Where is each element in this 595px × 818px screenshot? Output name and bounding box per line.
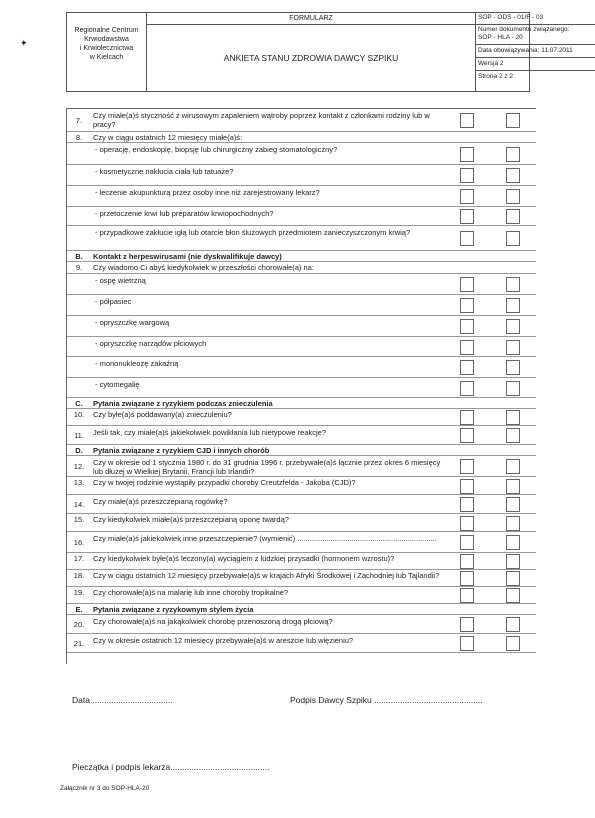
question-number: 12. xyxy=(73,461,85,471)
answer-yes-checkbox[interactable] xyxy=(460,319,474,334)
answer-yes-checkbox[interactable] xyxy=(460,277,474,292)
question-row xyxy=(67,445,536,456)
document-title: ANKIETA STANU ZDROWIA DAWCY SZPIKU xyxy=(223,53,399,63)
question-row xyxy=(67,587,536,604)
question-text: - półpasiec xyxy=(95,297,132,306)
answer-yes-checkbox[interactable] xyxy=(460,479,474,494)
question-row xyxy=(67,553,536,570)
version: Wersja 2 xyxy=(478,60,504,67)
answer-no-checkbox[interactable] xyxy=(506,410,520,425)
question-text: Czy w ciągu ostatnich 12 miesięcy przebywałe(a)ś w krajach Afryki Środkowej i Zachodniej lub Tajlandii? xyxy=(93,571,440,580)
questionnaire-table xyxy=(66,108,536,664)
question-text: Czy kiedykolwiek byłe(a)ś leczony(a) wyciągiem z ludzkiej przysadki (hormonem wzrostu)? xyxy=(93,554,395,563)
valid-from: Data obowiązywania: 11.07.2011 xyxy=(478,47,573,54)
question-row xyxy=(67,357,536,378)
answer-yes-checkbox[interactable] xyxy=(460,497,474,512)
question-text: Czy chorowałe(a)ś na malarię lub inne choroby tropikalne? xyxy=(93,588,289,597)
question-text: Jeśli tak, czy miałe(a)ś jakiekolwiek powikłania lub nietypowe reakcje? xyxy=(93,428,327,437)
question-row xyxy=(67,295,536,316)
answer-yes-checkbox[interactable] xyxy=(460,571,474,586)
question-row xyxy=(67,262,536,274)
question-text: Czy w twojej rodzinie wystąpiły przypadki choroby Creutzfelda - Jakoba (CJD)? xyxy=(93,478,356,487)
question-text: - mononukleozę zakaźną xyxy=(95,359,179,368)
answer-no-checkbox[interactable] xyxy=(506,588,520,603)
answer-yes-checkbox[interactable] xyxy=(460,231,474,246)
answer-yes-checkbox[interactable] xyxy=(460,298,474,313)
question-row xyxy=(67,604,536,615)
doc-code: SOP - ODS - 01/F - 03 xyxy=(478,14,544,21)
question-row xyxy=(67,532,536,553)
answer-no-checkbox[interactable] xyxy=(506,113,520,128)
answer-yes-checkbox[interactable] xyxy=(460,360,474,375)
question-number: 14. xyxy=(73,499,85,509)
question-text: Czy miałe(a)ś jakiekolwiek inne przeszczepienie? (wymienić) ................................................................... xyxy=(93,534,437,543)
question-number: 15. xyxy=(73,515,85,524)
question-text: - leczenie akupunkturą przez osoby inne niż zarejestrowany lekarz? xyxy=(95,188,320,197)
question-text: - cytomegalię xyxy=(95,380,140,389)
doctor-signature-field[interactable]: Pieczątka i podpis lekarza.......................................... xyxy=(72,762,270,772)
question-row xyxy=(67,143,536,165)
question-row xyxy=(67,615,536,634)
question-text: Czy w ciągu ostatnich 12 miesięcy miałe(a)ś: xyxy=(93,133,243,142)
margin-mark: ✦ xyxy=(20,38,28,48)
question-row xyxy=(67,251,536,262)
donor-signature-field[interactable]: Podpis Dawcy Szpiku .............................................. xyxy=(290,695,483,705)
answer-no-checkbox[interactable] xyxy=(506,231,520,246)
question-number: E. xyxy=(75,605,83,614)
question-row xyxy=(67,165,536,186)
org-line: Krwiodawstwa xyxy=(84,36,129,43)
question-text: - opryszczkę wargową xyxy=(95,318,170,327)
answer-no-checkbox[interactable] xyxy=(506,381,520,396)
org-line: i Krwiolecznictwa xyxy=(79,45,134,52)
answer-no-checkbox[interactable] xyxy=(506,554,520,569)
answer-yes-checkbox[interactable] xyxy=(460,340,474,355)
question-text: - przetoczenie krwi lub preparatów krwiopochodnych? xyxy=(95,209,274,218)
form-label: FORMULARZ xyxy=(147,13,475,25)
question-row xyxy=(67,378,536,398)
question-text: - kosmetyczne nakłucia ciała lub tatuaże? xyxy=(95,167,234,176)
answer-yes-checkbox[interactable] xyxy=(460,209,474,224)
answer-yes-checkbox[interactable] xyxy=(460,617,474,632)
date-field[interactable]: Data .................................. xyxy=(72,695,173,705)
question-text: Czy chorowałe(a)ś na jakąkolwiek chorobę przenoszoną drogą płciową? xyxy=(93,617,333,626)
question-text: Czy w okresie od 1 stycznia 1980 r. do 31 grudnia 1996 r. przebywałe(a)ś łącznie przez okres 6 miesięcy lub dłużej w Wielkiej Brytanii, Francji lub Irlandii? xyxy=(93,458,441,476)
question-number: 21. xyxy=(73,638,85,648)
question-number: 13. xyxy=(73,478,85,487)
question-number: 9. xyxy=(75,263,83,272)
question-row xyxy=(67,337,536,357)
answer-no-checkbox[interactable] xyxy=(506,298,520,313)
answer-yes-checkbox[interactable] xyxy=(460,189,474,204)
org-line: w Kielcach xyxy=(89,54,124,61)
attachment-note: Załącznik nr 3 do SOP-HLA-20 xyxy=(60,785,150,792)
answer-no-checkbox[interactable] xyxy=(506,360,520,375)
answer-yes-checkbox[interactable] xyxy=(460,428,474,443)
answer-no-checkbox[interactable] xyxy=(506,459,520,474)
question-row xyxy=(67,186,536,207)
answer-yes-checkbox[interactable] xyxy=(460,516,474,531)
answer-yes-checkbox[interactable] xyxy=(460,168,474,183)
answer-no-checkbox[interactable] xyxy=(506,617,520,632)
answer-yes-checkbox[interactable] xyxy=(460,459,474,474)
answer-no-checkbox[interactable] xyxy=(506,497,520,512)
answer-yes-checkbox[interactable] xyxy=(460,381,474,396)
question-row xyxy=(67,495,536,514)
question-text: Kontakt z herpeswirusami (nie dyskwalifikuje dawcy) xyxy=(93,252,282,261)
question-number: B. xyxy=(75,252,83,261)
question-text: Czy byłe(a)ś poddawany(a) znieczuleniu? xyxy=(93,410,232,419)
question-text: Pytania związane z ryzykiem CJD i innych chorób xyxy=(93,446,270,455)
answer-no-checkbox[interactable] xyxy=(506,535,520,550)
question-number: 10. xyxy=(73,410,85,419)
question-row xyxy=(67,226,536,251)
question-row xyxy=(67,274,536,295)
question-number: 19. xyxy=(73,588,85,597)
answer-yes-checkbox[interactable] xyxy=(460,535,474,550)
question-text: Czy w okresie ostatnich 12 miesięcy przebywałe(a)ś w areszcie lub więzieniu? xyxy=(93,636,354,645)
question-row xyxy=(67,109,536,132)
answer-no-checkbox[interactable] xyxy=(506,319,520,334)
question-row xyxy=(67,398,536,409)
question-number: C. xyxy=(75,399,83,408)
document-meta xyxy=(475,13,573,92)
page-number: Strona 2 z 2 xyxy=(478,73,514,80)
answer-no-checkbox[interactable] xyxy=(506,428,520,443)
question-text: - operację, endoskopię, biopsję lub chirurgiczny zabieg stomatologiczny? xyxy=(95,145,338,154)
question-number: 20. xyxy=(73,619,85,629)
question-row xyxy=(67,316,536,337)
question-row xyxy=(67,409,536,426)
answer-yes-checkbox[interactable] xyxy=(460,147,474,162)
question-text: Pytania związane z ryzykiem podczas znieczulenia xyxy=(93,399,273,408)
question-text: Czy wiadomo Ci abyś kiedykolwiek w przeszłości chorowałe(a) na: xyxy=(93,263,314,272)
question-row xyxy=(67,570,536,587)
question-row xyxy=(67,634,536,653)
question-number: 16. xyxy=(73,537,85,547)
document-header xyxy=(66,12,573,92)
question-number: D. xyxy=(75,446,83,455)
question-text: - przypadkowe zakłucie igłą lub otarcie błon śluzowych przedmiotem zanieczyszczonym krwią? xyxy=(95,228,411,237)
answer-yes-checkbox[interactable] xyxy=(460,410,474,425)
question-number: 18. xyxy=(73,571,85,580)
answer-yes-checkbox[interactable] xyxy=(460,636,474,651)
question-text: Czy kiedykolwiek miałe(a)ś przeszczepianą oponę twardą? xyxy=(93,515,289,524)
answer-yes-checkbox[interactable] xyxy=(460,113,474,128)
question-number: 17. xyxy=(73,554,85,563)
answer-no-checkbox[interactable] xyxy=(506,209,520,224)
question-row xyxy=(67,514,536,532)
question-row xyxy=(67,477,536,495)
question-row xyxy=(67,207,536,226)
question-number: 11. xyxy=(74,430,84,440)
related-value: SOP - HLA - 20 xyxy=(478,34,523,41)
answer-no-checkbox[interactable] xyxy=(506,147,520,162)
question-text: - opryszczkę narządów płciowych xyxy=(95,339,207,348)
question-row xyxy=(67,426,536,445)
question-text: Pytania związane z ryzykownym stylem życia xyxy=(93,605,254,614)
answer-no-checkbox[interactable] xyxy=(506,340,520,355)
answer-no-checkbox[interactable] xyxy=(506,168,520,183)
answer-no-checkbox[interactable] xyxy=(506,479,520,494)
question-text: Czy miałe(a)ś styczność z wirusowym zapaleniem wątroby poprzez kontakt z członkami rodziny lub w pracy? xyxy=(93,111,430,129)
answer-no-checkbox[interactable] xyxy=(506,516,520,531)
related-label: Numer dokumentu związanego: xyxy=(478,26,570,33)
question-text: - ospę wietrzną xyxy=(95,276,146,285)
answer-no-checkbox[interactable] xyxy=(506,636,520,651)
answer-no-checkbox[interactable] xyxy=(506,277,520,292)
question-row xyxy=(67,456,536,477)
question-row xyxy=(67,132,536,143)
answer-yes-checkbox[interactable] xyxy=(460,554,474,569)
answer-yes-checkbox[interactable] xyxy=(460,588,474,603)
question-text: Czy miałe(a)ś przeszczepianą rogówkę? xyxy=(93,497,228,506)
answer-no-checkbox[interactable] xyxy=(506,571,520,586)
answer-no-checkbox[interactable] xyxy=(506,189,520,204)
question-number: 7. xyxy=(75,115,83,125)
org-line: Regionalne Centrum xyxy=(74,27,139,34)
organization-name xyxy=(67,13,147,92)
question-number: 8. xyxy=(75,133,83,142)
